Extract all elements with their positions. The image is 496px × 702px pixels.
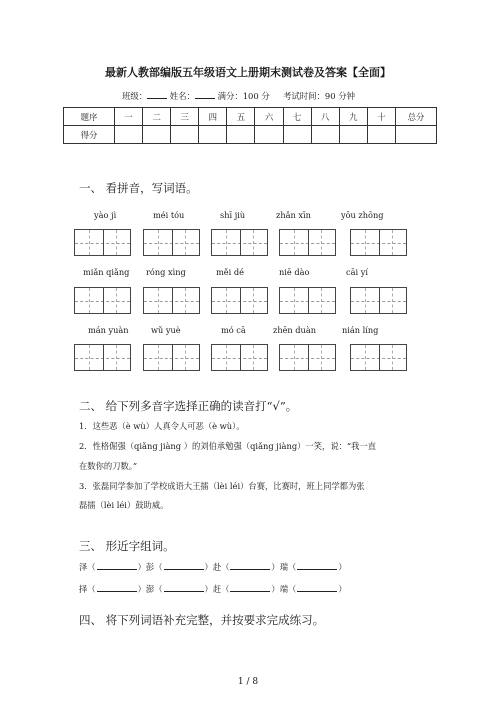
score-cell[interactable] <box>367 126 395 144</box>
pinyin-label: zhǎn xīn <box>276 210 311 220</box>
writing-box[interactable] <box>74 344 131 371</box>
writing-box[interactable] <box>211 344 268 371</box>
char-label: ）彭（ <box>137 562 163 572</box>
score-cell[interactable] <box>283 126 311 144</box>
score-cell[interactable] <box>171 126 199 144</box>
char-label: ） <box>338 562 347 572</box>
answer-blank[interactable] <box>97 583 137 592</box>
writing-box[interactable] <box>143 344 200 371</box>
writing-box[interactable] <box>350 344 407 371</box>
score-cell[interactable] <box>143 126 171 144</box>
score-header-cell: 总分 <box>396 108 437 126</box>
pinyin-label: méi tóu <box>153 210 185 220</box>
word-group-line-1 <box>79 561 347 573</box>
char-label: ）赶（ <box>204 584 230 594</box>
question-line: 磊擂（lèi léi）鼓助威。 <box>79 500 169 510</box>
score-header-cell: 五 <box>227 108 255 126</box>
pinyin-label: mó cā <box>221 325 246 335</box>
writing-box[interactable] <box>74 229 131 256</box>
writing-box[interactable] <box>211 229 268 256</box>
pinyin-label: yào jì <box>94 210 117 220</box>
score-header-cell: 九 <box>339 108 367 126</box>
score-cell[interactable] <box>396 126 437 144</box>
answer-blank[interactable] <box>297 561 337 570</box>
score-header-cell: 四 <box>199 108 227 126</box>
writing-box[interactable] <box>74 287 131 314</box>
pinyin-label: yōu zhōng <box>341 210 384 220</box>
pinyin-label: mán yuàn <box>88 325 129 335</box>
writing-box[interactable] <box>143 229 200 256</box>
answer-blank[interactable] <box>297 583 337 592</box>
section2-heading: 二、 给下列多音字选择正确的读音打“√”。 <box>79 399 298 413</box>
score-header-cell: 八 <box>311 108 339 126</box>
writing-box[interactable] <box>350 287 407 314</box>
answer-blank[interactable] <box>164 561 204 570</box>
score-table <box>63 107 437 144</box>
char-label: ）赴（ <box>204 562 230 572</box>
score-cell[interactable] <box>115 126 143 144</box>
exam-time: 考试时间：90 分钟 <box>283 91 356 101</box>
pinyin-label: cāi yí <box>346 267 368 277</box>
question-line: 1．这些恶（è wù）人真令人可恶（è wù）。 <box>79 421 245 431</box>
char-label: 泽（ <box>79 562 96 572</box>
score-header-cell: 三 <box>171 108 199 126</box>
score-header-cell: 六 <box>255 108 283 126</box>
score-row-label: 得分 <box>64 126 115 144</box>
char-label: ）瑞（ <box>271 562 297 572</box>
char-label: 择（ <box>79 584 96 594</box>
answer-blank[interactable] <box>230 583 270 592</box>
class-label: 班级： <box>122 91 148 101</box>
word-group-line-2 <box>79 583 347 595</box>
pinyin-label: nián líng <box>342 325 379 335</box>
writing-box[interactable] <box>350 229 407 256</box>
pinyin-label: shī jiù <box>220 210 246 220</box>
score-cell[interactable] <box>199 126 227 144</box>
section4-heading: 四、 将下列词语补充完整，并按要求完成练习。 <box>79 613 325 627</box>
full-score: 满分：100 分 <box>217 91 270 101</box>
score-header-cell: 一 <box>115 108 143 126</box>
char-label: ）澎（ <box>137 584 163 594</box>
answer-blank[interactable] <box>97 561 137 570</box>
section3-heading: 三、 形近字组词。 <box>79 539 175 553</box>
score-cell[interactable] <box>311 126 339 144</box>
score-header-cell: 七 <box>283 108 311 126</box>
question-line: 2．性格倔强（qiǎng jiàng ）的刘伯承勉强（qiǎng jiàng）一笑，说：“我一直 <box>79 441 377 451</box>
writing-box[interactable] <box>279 344 336 371</box>
score-header-cell: 十 <box>367 108 395 126</box>
writing-box[interactable] <box>211 287 268 314</box>
pinyin-label: wǔ yuè <box>151 325 181 335</box>
writing-box[interactable] <box>143 287 200 314</box>
name-blank <box>195 89 215 99</box>
page-title: 最新人教部编版五年级语文上册期末测试卷及答案【全面】 <box>105 66 391 79</box>
pinyin-label: zhēn duàn <box>273 325 316 335</box>
score-cell[interactable] <box>339 126 367 144</box>
pinyin-label: róng xìng <box>146 267 186 277</box>
name-label: 姓名： <box>169 91 195 101</box>
score-table-score-row <box>64 126 437 144</box>
char-label: ） <box>338 584 347 594</box>
score-header-cell: 二 <box>143 108 171 126</box>
score-table-header-row <box>64 108 437 126</box>
question-line: 在数你的刀数。” <box>79 461 138 471</box>
char-label: ）端（ <box>271 584 297 594</box>
question-line: 3．张磊同学参加了学校成语大王擂（lèi léi）台赛，比赛时，班上同学都为张 <box>79 481 365 491</box>
answer-blank[interactable] <box>164 583 204 592</box>
score-cell[interactable] <box>227 126 255 144</box>
exam-info <box>122 89 355 102</box>
section1-heading: 一、 看拼音，写词语。 <box>79 181 198 195</box>
pinyin-label: měi dé <box>216 267 244 277</box>
writing-box[interactable] <box>279 229 336 256</box>
pinyin-label: miǎn qiǎng <box>83 267 130 277</box>
score-header-cell: 题序 <box>64 108 115 126</box>
pinyin-label: niē dào <box>279 267 310 277</box>
answer-blank[interactable] <box>230 561 270 570</box>
score-cell[interactable] <box>255 126 283 144</box>
page-number: 1 / 8 <box>237 677 259 687</box>
writing-box[interactable] <box>279 287 336 314</box>
class-blank <box>147 89 167 99</box>
